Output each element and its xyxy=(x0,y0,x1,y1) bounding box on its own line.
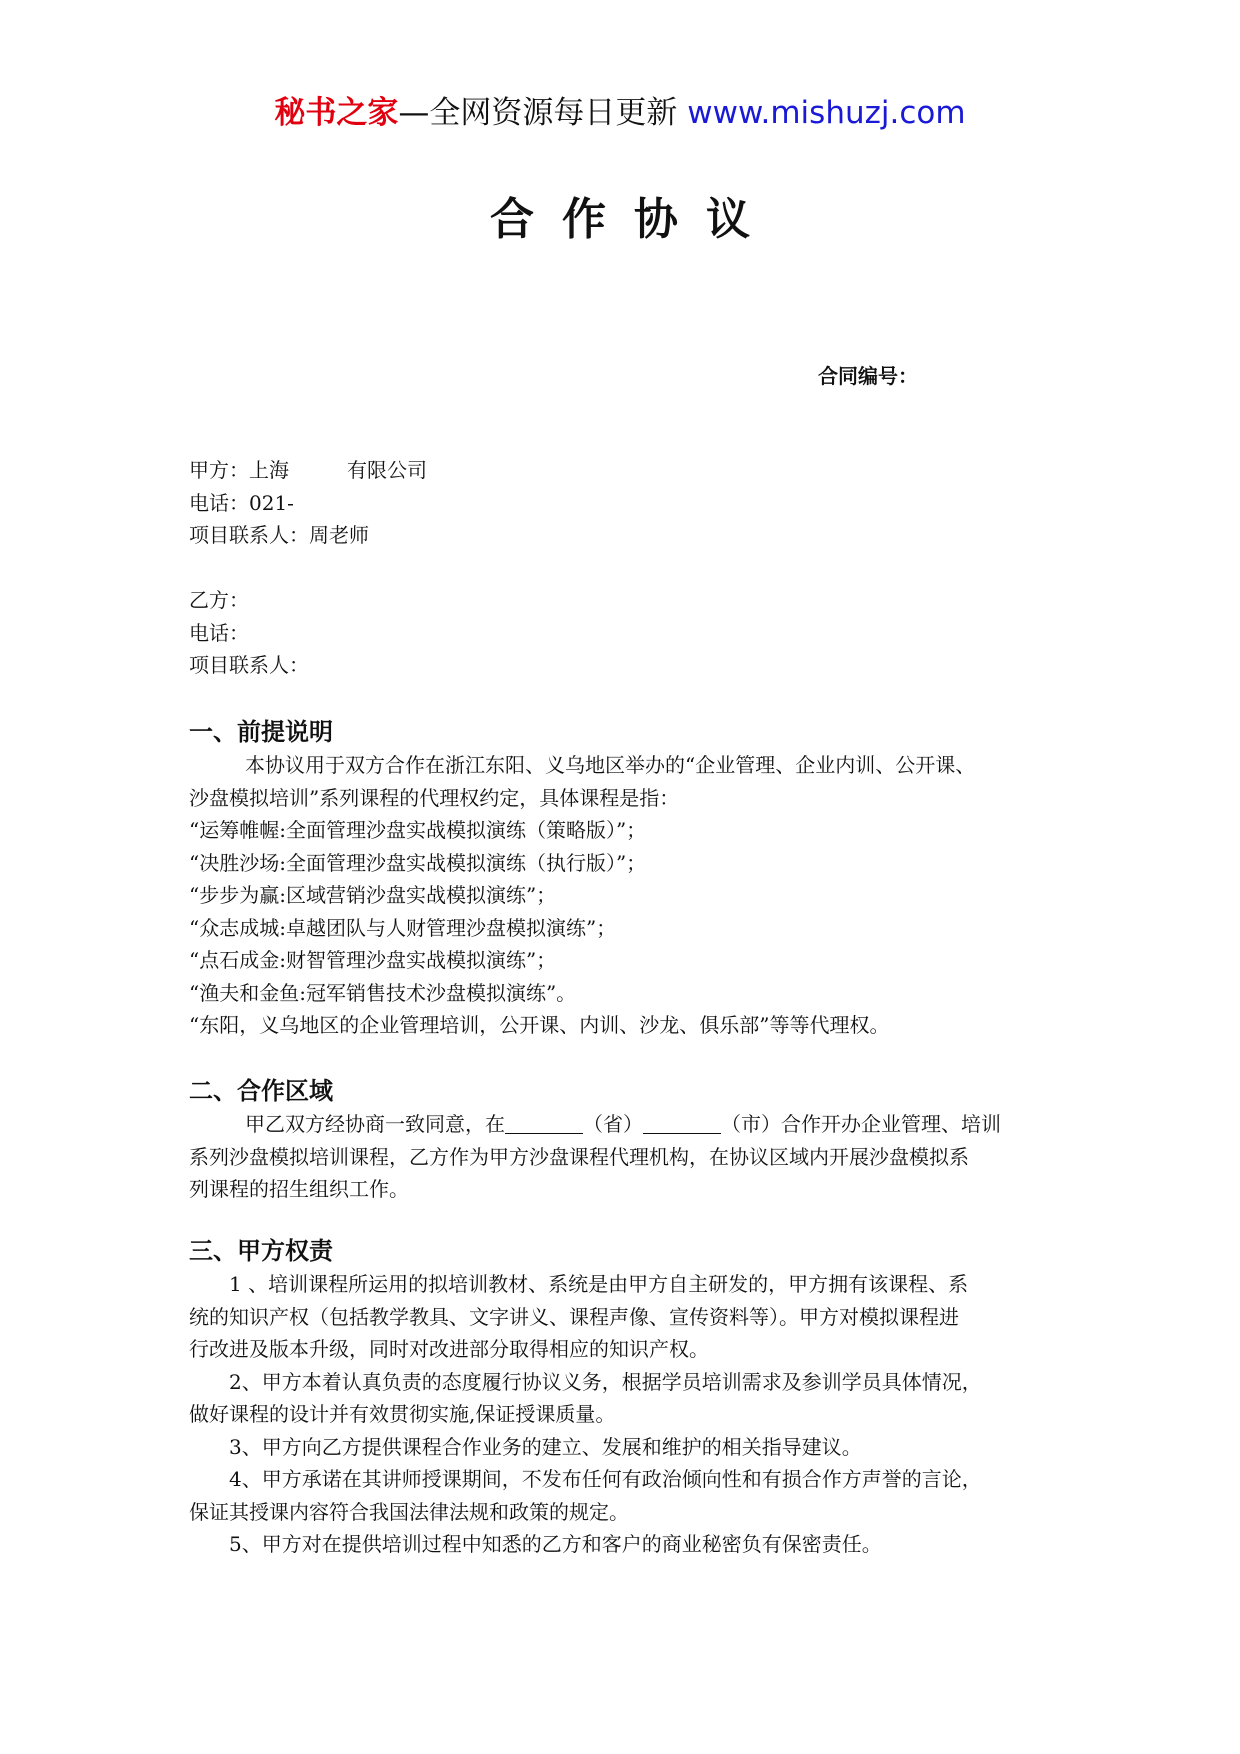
duty-line: 行改进及版本升级，同时对改进部分取得相应的知识产权。 xyxy=(189,1337,709,1361)
party-a-block xyxy=(189,454,1059,552)
region-text-a: 甲乙双方经协商一致同意，在 xyxy=(245,1112,505,1136)
course-item: “决胜沙场:全面管理沙盘实战模拟演练（执行版）”； xyxy=(189,850,647,875)
city-blank xyxy=(643,1111,721,1134)
section-premise-heading: 一、前提说明 xyxy=(189,718,333,746)
banner-tagline: —全网资源每日更新 xyxy=(398,95,678,131)
province-blank xyxy=(505,1111,583,1134)
course-item: “众志成城:卓越团队与人财管理沙盘模拟演练”； xyxy=(189,915,617,940)
premise-intro-line-2: 沙盘模拟培训”系列课程的代理权约定，具体课程是指： xyxy=(189,785,680,810)
course-item: “渔夫和金鱼:冠军销售技术沙盘模拟演练”。 xyxy=(189,980,577,1005)
party-a-name-suffix: 有限公司 xyxy=(347,458,427,482)
party-b-block xyxy=(189,584,1059,682)
party-b-phone: 电话： xyxy=(189,620,249,645)
region-text-c: （市）合作开办企业管理、培训 xyxy=(721,1112,1001,1136)
section-region xyxy=(189,1074,1059,1206)
course-item: “东阳，义乌地区的企业管理培训，公开课、内训、沙龙、俱乐部”等等代理权。 xyxy=(189,1013,890,1037)
duty-line: 做好课程的设计并有效贯彻实施,保证授课质量。 xyxy=(189,1402,616,1426)
party-b-contact: 项目联系人： xyxy=(189,653,309,677)
section-premise xyxy=(189,715,1059,1042)
duty-line: 5、甲方对在提供培训过程中知悉的乙方和客户的商业秘密负有保密责任。 xyxy=(229,1532,882,1556)
brand-name: 秘书之家 xyxy=(274,95,399,131)
section-duties-heading: 三、甲方权责 xyxy=(189,1237,333,1265)
region-line-2: 系列沙盘模拟培训课程，乙方作为甲方沙盘课程代理机构，在协议区域内开展沙盘模拟系 xyxy=(189,1144,969,1169)
document-title: 合作协议 xyxy=(490,194,778,245)
duty-line: 统的知识产权（包括教学教具、文字讲义、课程声像、宣传资料等）。甲方对模拟课程进 xyxy=(189,1304,959,1329)
region-line-3: 列课程的招生组织工作。 xyxy=(189,1177,409,1201)
duty-line: 4、甲方承诺在其讲师授课期间，不发布任何有政治倾向性和有损合作方声誉的言论， xyxy=(229,1467,982,1491)
site-banner xyxy=(0,95,1240,131)
course-item: “点石成金:财智管理沙盘实战模拟演练”； xyxy=(189,948,557,972)
premise-intro-line-1: 本协议用于双方合作在浙江东阳、义乌地区举办的“企业管理、企业内训、公开课、 xyxy=(245,753,976,777)
party-a-phone: 电话：021- xyxy=(189,490,294,515)
section-region-heading: 二、合作区域 xyxy=(189,1077,333,1105)
course-item: “运筹帷幄:全面管理沙盘实战模拟演练（策略版）”； xyxy=(189,818,647,842)
section-party-a-duties xyxy=(189,1234,1059,1561)
course-item: “步步为赢:区域营销沙盘实战模拟演练”； xyxy=(189,883,557,907)
party-a-name xyxy=(189,454,1059,487)
duty-line: 3、甲方向乙方提供课程合作业务的建立、发展和维护的相关指导建议。 xyxy=(229,1434,862,1459)
banner-url[interactable]: www.mishuzj.com xyxy=(687,95,966,131)
duty-line: 保证其授课内容符合我国法律法规和政策的规定。 xyxy=(189,1499,629,1524)
region-line-1 xyxy=(189,1108,1059,1141)
contract-number-label: 合同编号： xyxy=(818,364,918,388)
province-label: （省） xyxy=(583,1112,643,1136)
party-b-name: 乙方： xyxy=(189,588,249,612)
party-a-name-prefix: 甲方：上海 xyxy=(189,458,289,482)
party-a-contact: 项目联系人：周老师 xyxy=(189,523,369,547)
duty-line: 2、甲方本着认真负责的态度履行协议义务，根据学员培训需求及参训学员具体情况， xyxy=(229,1369,982,1394)
duty-line: 1 、培训课程所运用的拟培训教材、系统是由甲方自主研发的，甲方拥有该课程、系 xyxy=(229,1272,969,1296)
